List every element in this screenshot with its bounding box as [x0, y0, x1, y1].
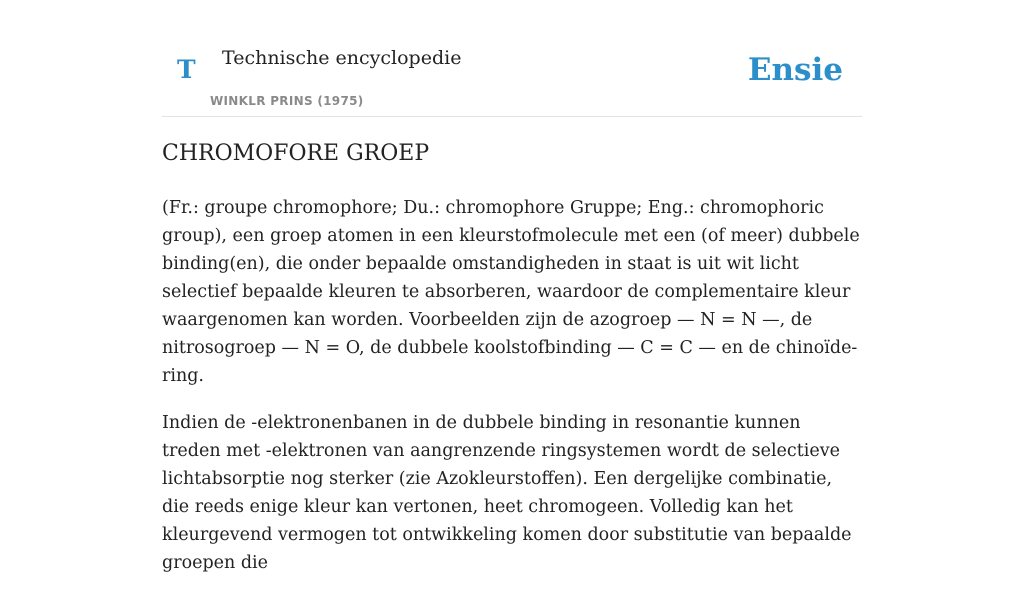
encyclopedia-logo[interactable]: T — [177, 55, 196, 84]
article-content — [162, 138, 862, 596]
article-paragraph-1: (Fr.: groupe chromophore; Du.: chromophore Gruppe; Eng.: chromophoric group), een groep atomen in een kleurstofmolecule met een (of meer) dubbele binding(en), die onder bepaalde omstandigheden in staat is uit wit licht selectief bepaalde kleuren te absorberen, waardoor de complementaire kleur waargenomen kan worden. Voorbeelden zijn de azogroep — N = N —, de nitrosogroep — N = O, de dubbele koolstofbinding — C = C — en de chinoïde-ring. — [162, 198, 860, 386]
article-title: CHROMOFORE GROEP — [162, 141, 430, 166]
ensie-brand-logo[interactable]: Ensie — [747, 52, 843, 88]
article-paragraph-2: Indien de -elektronenbanen in de dubbele binding in resonantie kunnen treden met -elektronen van aangrenzende ringsystemen wordt de selectieve lichtabsorptie nog sterker (zie Azokleurstoffen). Een dergelijke combinatie, die reeds enige kleur kan vertonen, heet chromogeen. Volledig kan het kleurgevend vermogen tot ontwikkeling komen door substitutie van bepaalde groepen die — [162, 413, 852, 573]
source-label: WINKLR PRINS (1975) — [210, 94, 364, 108]
encyclopedia-title-link[interactable]: Technische encyclopedie — [222, 47, 462, 69]
site-header — [162, 0, 862, 117]
